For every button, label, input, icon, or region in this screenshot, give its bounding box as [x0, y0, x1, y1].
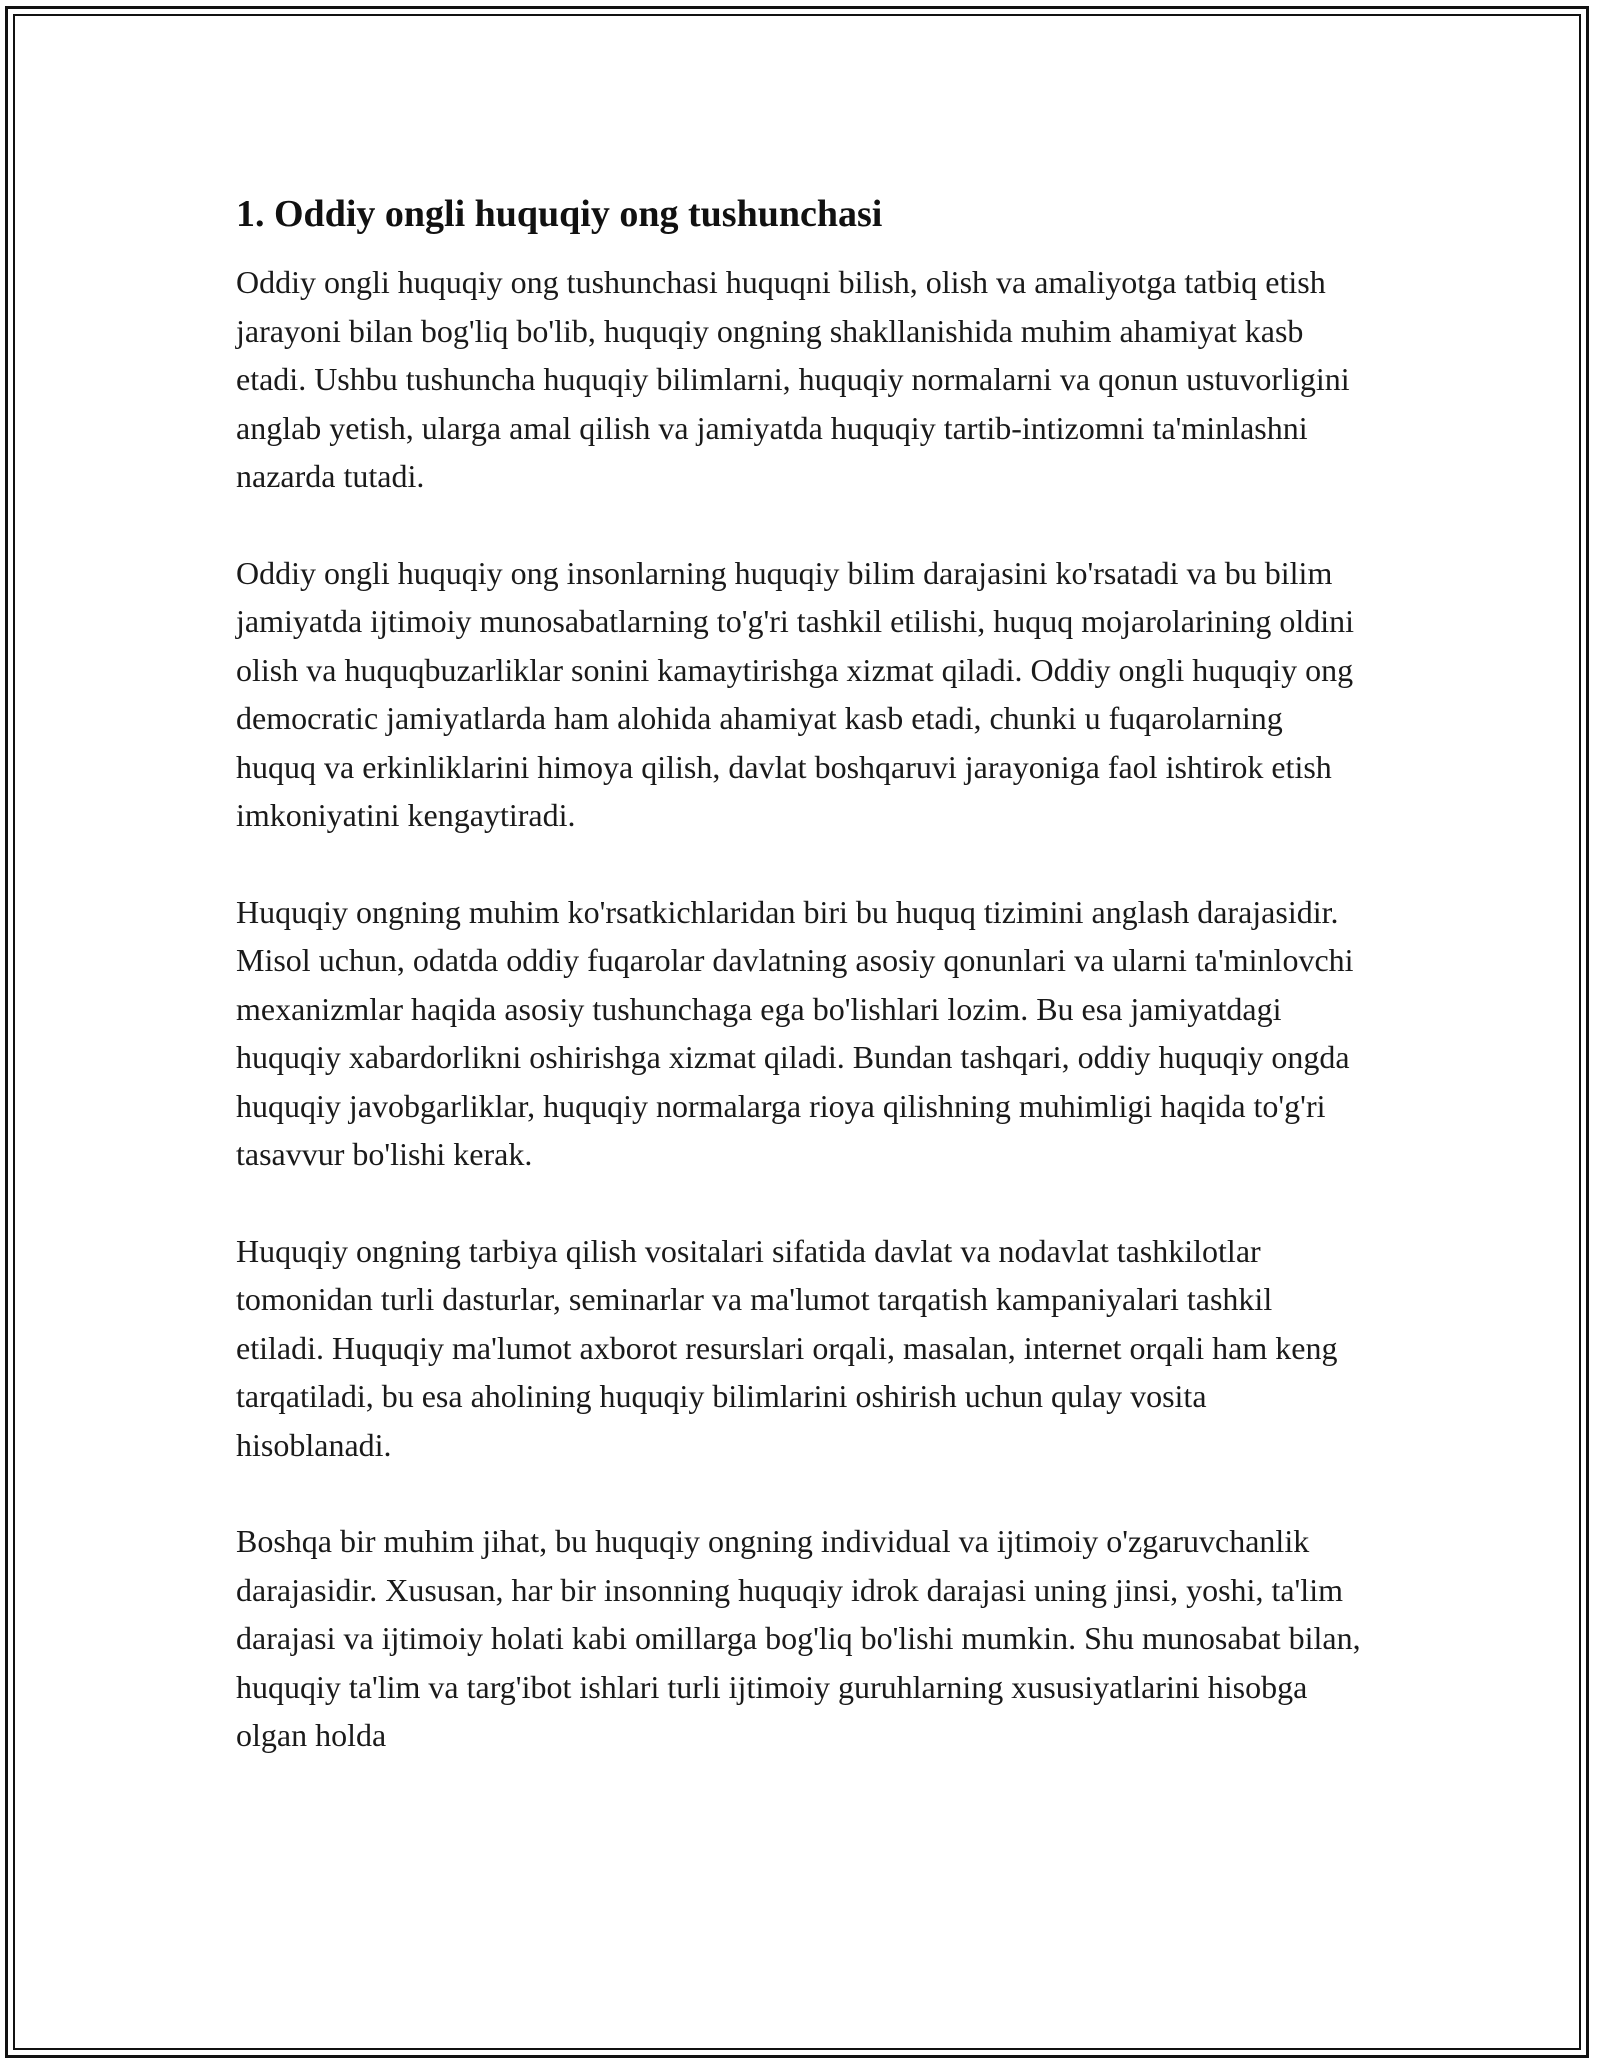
- paragraph-4: Huquqiy ongning tarbiya qilish vositalari sifatida davlat va nodavlat tashkilotlar tomonidan turli dasturlar, seminarlar va ma'lumot tarqatish kampaniyalari tashkil etiladi. Huquqiy ma'lumot axborot resurslari orqali, masalan, internet orqali ham keng tarqatiladi, bu esa aholining huquqiy bilimlarini oshirish uchun qulay vosita hisoblanadi.: [236, 1232, 1338, 1463]
- paragraph-2: Oddiy ongli huquqiy ong insonlarning huquqiy bilim darajasini ko'rsatadi va bu bilim jamiyatda ijtimoiy munosabatlarning to'g'ri tashkil etilishi, huquq mojarolarining oldini olish va huquqbuzarliklar sonini kamaytirishga xizmat qiladi. Oddiy ongli huquqiy ong democratic jamiyatlarda ham alohida ahamiyat kasb etadi, chunki u fuqarolarning huquq va erkinliklarini himoya qilish, davlat boshqaruvi jarayoniga faol ishtirok etish imkoniyatini kengaytiradi.: [236, 554, 1355, 833]
- paragraph-1: Oddiy ongli huquqiy ong tushunchasi huquqni bilish, olish va amaliyotga tatbiq etish jarayoni bilan bog'liq bo'lib, huquqiy ongning shakllanishida muhim ahamiyat kasb etadi. Ushbu tushuncha huquqiy bilimlarni, huquqiy normalarni va qonun ustuvorligini anglab yetish, ularga amal qilish va jamiyatda huquqiy tartib-intizomni ta'minlashni nazarda tutadi.: [236, 264, 1350, 494]
- section-heading: 1. Oddiy ongli huquqiy ong tushunchasi: [236, 193, 883, 235]
- paragraph-3: Huquqiy ongning muhim ko'rsatkichlaridan biri bu huquq tizimini anglash darajasidir. Misol uchun, odatda oddiy fuqarolar davlatning asosiy qonunlari va ularni ta'minlovchi mexanizmlar haqida asosiy tushunchaga ega bo'lishlari lozim. Bu esa jamiyatdagi huquqiy xabardorlikni oshirishga xizmat qiladi. Bundan tashqari, oddiy huquqiy ongda huquqiy javobgarliklar, huquqiy normalarga rioya qilishning muhimligi haqida to'g'ri tasavvur bo'lishi kerak.: [236, 893, 1354, 1172]
- paragraph-5: Boshqa bir muhim jihat, bu huquqiy ongning individual va ijtimoiy o'zgaruvchanlik darajasidir. Xususan, har bir insonning huquqiy idrok darajasi uning jinsi, yoshi, ta'lim darajasi va ijtimoiy holati kabi omillarga bog'liq bo'lishi mumkin. Shu munosabat bilan, huquqiy ta'lim va targ'ibot ishlari turli ijtimoiy guruhlarning xususiyatlarini hisobga olgan holda: [236, 1523, 1361, 1753]
- document-body: [236, 186, 1361, 1808]
